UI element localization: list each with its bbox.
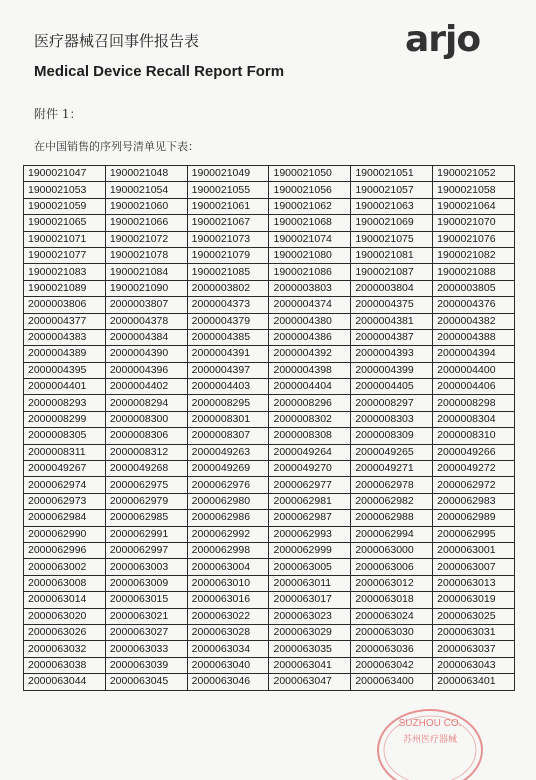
serial-number-cell: 2000004402 [105,379,187,395]
serial-number-cell: 2000062994 [351,526,433,542]
serial-number-cell: 1900021064 [433,198,515,214]
table-row [24,526,515,542]
serial-number-cell: 1900021062 [269,198,351,214]
serial-number-cell: 2000063044 [24,674,106,690]
serial-number-cell: 2000062995 [433,526,515,542]
table-row [24,608,515,624]
table-row [24,198,515,214]
serial-number-cell: 2000008311 [24,444,106,460]
serial-number-cell: 1900021054 [105,182,187,198]
table-row [24,313,515,329]
serial-number-cell: 2000003804 [351,280,433,296]
serial-number-cell: 2000063016 [187,592,269,608]
serial-number-cell: 1900021079 [187,247,269,263]
serial-number-cell: 2000062992 [187,526,269,542]
serial-number-cell: 2000004406 [433,379,515,395]
serial-number-cell: 2000004395 [24,362,106,378]
serial-number-cell: 2000008305 [24,428,106,444]
table-row [24,657,515,673]
serial-number-cell: 1900021075 [351,231,433,247]
serial-number-cell: 2000004373 [187,297,269,313]
serial-number-cell: 2000063043 [433,657,515,673]
serial-number-cell: 2000008303 [351,411,433,427]
serial-number-cell: 2000063021 [105,608,187,624]
table-row [24,411,515,427]
serial-number-cell: 2000063046 [187,674,269,690]
serial-number-cell: 1900021078 [105,247,187,263]
serial-number-cell: 2000063002 [24,559,106,575]
serial-number-cell: 2000062972 [433,477,515,493]
serial-number-cell: 2000004386 [269,329,351,345]
serial-number-cell: 2000003805 [433,280,515,296]
serial-number-cell: 2000008300 [105,411,187,427]
serial-number-cell: 2000008296 [269,395,351,411]
serial-number-cell: 2000004375 [351,297,433,313]
serial-number-cell: 2000063034 [187,641,269,657]
serial-number-cell: 2000062982 [351,493,433,509]
serial-number-cell: 2000062987 [269,510,351,526]
serial-number-cell: 2000004401 [24,379,106,395]
serial-number-cell: 2000004376 [433,297,515,313]
table-row [24,493,515,509]
serial-number-cell: 2000008293 [24,395,106,411]
serial-number-cell: 2000063000 [351,542,433,558]
serial-number-cell: 2000063011 [269,575,351,591]
table-row [24,592,515,608]
serial-number-cell: 2000004384 [105,329,187,345]
table-row [24,264,515,280]
serial-number-cell: 2000008299 [24,411,106,427]
serial-number-cell: 1900021058 [433,182,515,198]
serial-number-cell: 2000062981 [269,493,351,509]
serial-number-cell: 2000004377 [24,313,106,329]
svg-text:SUZHOU CO.: SUZHOU CO. [398,718,462,729]
serial-number-cell: 2000049266 [433,444,515,460]
table-row [24,461,515,477]
serial-number-cell: 1900021084 [105,264,187,280]
table-row [24,231,515,247]
serial-number-cell: 2000063022 [187,608,269,624]
serial-number-cell: 1900021047 [24,166,106,182]
serial-number-cell: 1900021055 [187,182,269,198]
serial-number-cell: 1900021052 [433,166,515,182]
table-row [24,575,515,591]
serial-number-cell: 2000063014 [24,592,106,608]
serial-number-cell: 1900021068 [269,215,351,231]
serial-number-cell: 1900021059 [24,198,106,214]
serial-number-cell: 1900021083 [24,264,106,280]
serial-number-cell: 2000004381 [351,313,433,329]
serial-number-cell: 2000063018 [351,592,433,608]
serial-number-cell: 2000062986 [187,510,269,526]
serial-number-cell: 2000063030 [351,624,433,640]
serial-number-cell: 2000004405 [351,379,433,395]
table-row [24,641,515,657]
serial-number-cell: 1900021053 [24,182,106,198]
serial-number-cell: 2000063028 [187,624,269,640]
table-row [24,559,515,575]
serial-number-cell: 1900021072 [105,231,187,247]
serial-number-cell: 2000049265 [351,444,433,460]
serial-number-cell: 2000004379 [187,313,269,329]
serial-number-cell: 2000063007 [433,559,515,575]
serial-number-cell: 2000004383 [24,329,106,345]
serial-number-cell: 2000063010 [187,575,269,591]
serial-number-cell: 2000004374 [269,297,351,313]
table-row [24,166,515,182]
serial-number-cell: 2000008298 [433,395,515,411]
serial-number-cell: 1900021080 [269,247,351,263]
serial-number-cell: 1900021066 [105,215,187,231]
serial-number-cell: 2000062980 [187,493,269,509]
serial-number-cell: 2000008295 [187,395,269,411]
serial-number-cell: 2000062997 [105,542,187,558]
serial-number-cell: 2000063047 [269,674,351,690]
serial-number-cell: 2000063037 [433,641,515,657]
svg-text:苏州医疗器械: 苏州医疗器械 [402,735,458,745]
serial-number-cell: 2000063004 [187,559,269,575]
serial-number-cell: 2000063012 [351,575,433,591]
serial-number-cell: 2000008308 [269,428,351,444]
serial-number-cell: 2000063009 [105,575,187,591]
serial-number-cell: 2000004388 [433,329,515,345]
serial-number-cell: 2000004392 [269,346,351,362]
serial-number-cell: 2000063045 [105,674,187,690]
serial-number-cell: 2000062984 [24,510,106,526]
serial-number-cell: 1900021076 [433,231,515,247]
table-row [24,280,515,296]
table-row [24,395,515,411]
serial-number-cell: 2000004391 [187,346,269,362]
serial-number-cell: 1900021085 [187,264,269,280]
table-row [24,346,515,362]
serial-number-cell: 2000062975 [105,477,187,493]
serial-number-cell: 2000004385 [187,329,269,345]
serial-number-cell: 2000008307 [187,428,269,444]
serial-number-cell: 2000062983 [433,493,515,509]
serial-number-cell: 1900021063 [351,198,433,214]
serial-number-cell: 2000062990 [24,526,106,542]
serial-number-cell: 2000004394 [433,346,515,362]
serial-number-cell: 1900021086 [269,264,351,280]
serial-number-cell: 2000062989 [433,510,515,526]
serial-number-cell: 2000063032 [24,641,106,657]
serial-number-cell: 1900021048 [105,166,187,182]
table-row [24,247,515,263]
serial-number-cell: 2000049269 [187,461,269,477]
serial-number-cell: 2000063039 [105,657,187,673]
serial-number-cell: 2000003803 [269,280,351,296]
intro-text: 在中国销售的序列号清单见下表： [34,140,199,153]
serial-number-cell: 2000063017 [269,592,351,608]
arjo-logo: arjo [405,19,481,60]
serial-number-cell: 2000049264 [269,444,351,460]
serial-number-cell: 1900021082 [433,247,515,263]
serial-number-cell: 1900021071 [24,231,106,247]
table-row [24,297,515,313]
serial-number-cell: 2000004400 [433,362,515,378]
serial-number-cell: 2000004378 [105,313,187,329]
serial-number-cell: 2000008309 [351,428,433,444]
serial-number-cell: 2000063025 [433,608,515,624]
serial-number-cell: 2000063033 [105,641,187,657]
serial-number-cell: 2000063020 [24,608,106,624]
table-row [24,624,515,640]
serial-number-cell: 1900021051 [351,166,433,182]
serial-number-cell: 1900021087 [351,264,433,280]
form-title-english: Medical Device Recall Report Form [34,63,285,80]
serial-number-cell: 1900021061 [187,198,269,214]
serial-number-cell: 2000063029 [269,624,351,640]
serial-number-cell: 2000063041 [269,657,351,673]
serial-number-cell: 2000004390 [105,346,187,362]
serial-number-cell: 2000063003 [105,559,187,575]
serial-number-cell: 2000008297 [351,395,433,411]
serial-number-cell: 1900021050 [269,166,351,182]
serial-number-cell: 2000063001 [433,542,515,558]
serial-number-cell: 2000049271 [351,461,433,477]
serial-number-cell: 2000004403 [187,379,269,395]
serial-number-cell: 1900021088 [433,264,515,280]
serial-number-cell: 2000004399 [351,362,433,378]
form-title-chinese: 医疗器械召回事件报告表 [34,32,200,50]
serial-number-cell: 1900021065 [24,215,106,231]
serial-number-cell: 2000062996 [24,542,106,558]
serial-number-cell: 1900021089 [24,280,106,296]
serial-number-cell: 2000062991 [105,526,187,542]
serial-number-cell: 2000004396 [105,362,187,378]
serial-number-cell: 2000008301 [187,411,269,427]
table-row [24,182,515,198]
serial-number-cell: 1900021056 [269,182,351,198]
serial-number-cell: 2000063040 [187,657,269,673]
serial-number-cell: 2000049263 [187,444,269,460]
table-row [24,329,515,345]
serial-number-cell: 2000063019 [433,592,515,608]
table-row [24,510,515,526]
serial-number-cell: 2000063036 [351,641,433,657]
table-row [24,542,515,558]
table-row [24,362,515,378]
serial-number-cell: 2000062978 [351,477,433,493]
serial-number-cell: 2000004398 [269,362,351,378]
table-row [24,215,515,231]
serial-number-cell: 2000062979 [105,493,187,509]
serial-number-cell: 2000062974 [24,477,106,493]
serial-number-cell: 2000062976 [187,477,269,493]
serial-number-cell: 2000004380 [269,313,351,329]
serial-number-cell: 2000008306 [105,428,187,444]
serial-number-cell: 1900021067 [187,215,269,231]
serial-number-cell: 1900021060 [105,198,187,214]
serial-number-table [23,165,515,691]
serial-number-cell: 2000062999 [269,542,351,558]
serial-number-cell: 2000062973 [24,493,106,509]
serial-number-cell: 2000063027 [105,624,187,640]
serial-number-cell: 2000049267 [24,461,106,477]
serial-number-cell: 2000008310 [433,428,515,444]
serial-number-cell: 2000049272 [433,461,515,477]
serial-number-cell: 2000062993 [269,526,351,542]
serial-number-cell: 1900021073 [187,231,269,247]
serial-number-cell: 1900021070 [433,215,515,231]
serial-number-cell: 1900021077 [24,247,106,263]
serial-number-cell: 2000004393 [351,346,433,362]
serial-number-cell: 1900021081 [351,247,433,263]
serial-number-cell: 2000008312 [105,444,187,460]
table-row [24,477,515,493]
attachment-label: 附件 1： [34,107,82,121]
table-row [24,674,515,690]
serial-number-cell: 2000008304 [433,411,515,427]
serial-number-cell: 1900021090 [105,280,187,296]
serial-number-cell: 2000062977 [269,477,351,493]
serial-number-cell: 2000063008 [24,575,106,591]
serial-number-cell: 2000049270 [269,461,351,477]
serial-number-cell: 1900021057 [351,182,433,198]
serial-number-cell: 2000003807 [105,297,187,313]
serial-number-cell: 2000063400 [351,674,433,690]
serial-number-cell: 2000003806 [24,297,106,313]
serial-number-cell: 2000063024 [351,608,433,624]
serial-number-cell: 2000063401 [433,674,515,690]
serial-number-cell: 2000063015 [105,592,187,608]
serial-number-cell: 2000063006 [351,559,433,575]
serial-number-cell: 2000004397 [187,362,269,378]
serial-number-cell: 2000049268 [105,461,187,477]
serial-number-cell: 2000063031 [433,624,515,640]
serial-number-cell: 2000063042 [351,657,433,673]
serial-number-cell: 2000063035 [269,641,351,657]
serial-number-cell: 1900021069 [351,215,433,231]
serial-number-cell: 2000004389 [24,346,106,362]
serial-number-cell: 2000004382 [433,313,515,329]
serial-number-cell: 2000062988 [351,510,433,526]
serial-number-cell: 1900021049 [187,166,269,182]
serial-number-cell: 2000062985 [105,510,187,526]
serial-number-cell: 2000008294 [105,395,187,411]
table-row [24,428,515,444]
serial-number-cell: 2000004404 [269,379,351,395]
serial-number-cell: 2000063026 [24,624,106,640]
table-row [24,379,515,395]
serial-number-cell: 2000003802 [187,280,269,296]
serial-number-cell: 2000062998 [187,542,269,558]
serial-number-cell: 2000063013 [433,575,515,591]
serial-number-cell: 2000004387 [351,329,433,345]
serial-number-cell: 2000063038 [24,657,106,673]
table-row [24,444,515,460]
company-seal-stamp [370,690,490,780]
serial-number-cell: 1900021074 [269,231,351,247]
serial-number-cell: 2000063023 [269,608,351,624]
serial-number-cell: 2000063005 [269,559,351,575]
serial-number-cell: 2000008302 [269,411,351,427]
